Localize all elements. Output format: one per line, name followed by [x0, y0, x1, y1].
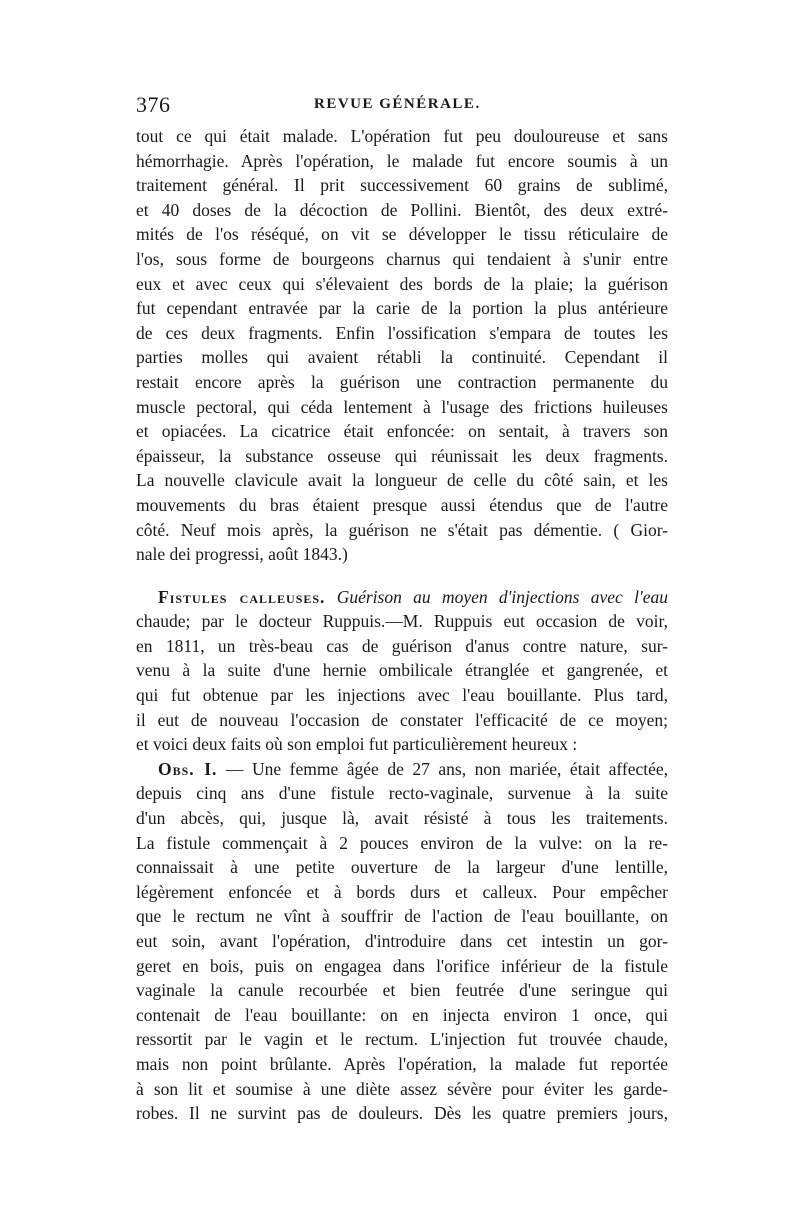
text-line: ressortit par le vagin et le rectum. L'injection fut trouvée chaude, [136, 1029, 668, 1050]
page-body [136, 124, 668, 1126]
section-gap [136, 567, 668, 585]
text-line: restait encore après la guérison une contraction permanente du [136, 371, 668, 392]
text-line: tout ce qui était malade. L'opération fut peu douloureuse et sans [136, 126, 668, 146]
text-line: l'os, sous forme de bourgeons charnus qui tendaient à s'unir entre [136, 248, 668, 269]
text-line: mais non point brûlante. Après l'opération, la malade fut reportée [136, 1053, 668, 1074]
text-line: et opiacées. La cicatrice était enfoncée: on sentait, à travers son [136, 421, 668, 442]
text-line: venu à la suite d'une hernie ombilicale étranglée et gangrenée, et [136, 660, 668, 681]
text-line: il eut de nouveau l'occasion de constater l'efficacité de ce moyen; [136, 709, 668, 730]
text-line: mouvements du bras étaient presque aussi étendus que de l'autre [136, 494, 668, 515]
page-number: 376 [136, 92, 171, 117]
text-line: et voici deux faits où son emploi fut particulièrement heureux : [136, 734, 578, 755]
text-line: en 1811, un très-beau cas de guérison d'anus contre nature, sur- [136, 635, 668, 656]
running-title: REVUE GÉNÉRALE. [314, 96, 481, 112]
text-line: et 40 doses de la décoction de Pollini. Bientôt, des deux extré- [136, 199, 668, 220]
observation-text: — Une femme âgée de 27 ans, non mariée, était affectée, [217, 758, 668, 779]
text-line: nale dei progressi, août 1843.) [136, 544, 348, 565]
text-line: parties molles qui avaient rétabli la continuité. Cependant il [136, 347, 668, 368]
text-line: traitement général. Il prit successivement 60 grains de sublimé, [136, 175, 668, 196]
paragraph-observation-1 [136, 757, 668, 1126]
paragraph-fistules-calleuses [136, 585, 668, 757]
text-line: La fistule commençait à 2 pouces environ de la vulve: on la re- [136, 832, 668, 853]
text-line: que le rectum ne vînt à souffrir de l'action de l'eau bouillante, on [136, 906, 668, 927]
text-line: fut cependant entravée par la carie de la portion la plus antérieure [136, 298, 668, 319]
heading-subtitle: Guérison au moyen d'injections avec l'eau [325, 586, 668, 607]
text-line: chaude; par le docteur Ruppuis.—M. Ruppuis eut occasion de voir, [136, 611, 668, 632]
text-line: contenait de l'eau bouillante: on en injecta environ 1 once, qui [136, 1004, 668, 1025]
text-line: légèrement enfoncée et à bords durs et calleux. Pour empêcher [136, 881, 668, 902]
text-line: hémorrhagie. Après l'opération, le malade fut encore soumis à un [136, 150, 668, 171]
text-line: depuis cinq ans d'une fistule recto-vaginale, survenue à la suite [136, 783, 668, 804]
text-line: robes. Il ne survint pas de douleurs. Dès les quatre premiers jours, [136, 1103, 668, 1124]
text-line: vaginale la canule recourbée et bien feutrée d'une seringue qui [136, 980, 668, 1001]
text-line: connaissait à une petite ouverture de la largeur d'une lentille, [136, 857, 668, 878]
paragraph-clavicle-case [136, 124, 668, 567]
text-line: qui fut obtenue par les injections avec l'eau bouillante. Plus tard, [136, 685, 668, 706]
text-line: de ces deux fragments. Enfin l'ossification s'empara de toutes les [136, 322, 668, 343]
text-line: mités de l'os réséqué, on vit se développer le tissu réticulaire de [136, 224, 668, 245]
text-line: La nouvelle clavicule avait la longueur de celle du côté sain, et les [136, 470, 668, 491]
page-header [136, 92, 668, 122]
text-line: muscle pectoral, qui céda lentement à l'usage des frictions huileuses [136, 396, 668, 417]
section-heading-line [136, 585, 668, 610]
text-line: eux et avec ceux qui s'élevaient des bords de la plaie; la guérison [136, 273, 668, 294]
text-line: épaisseur, la substance osseuse qui réunissait les deux fragments. [136, 445, 668, 466]
section-heading: Fistules calleuses. [158, 586, 326, 607]
text-line: geret en bois, puis on engagea dans l'orifice inférieur de la fistule [136, 955, 668, 976]
observation-heading-line [136, 757, 668, 782]
observation-label: Obs. I. [158, 758, 218, 779]
text-line: à son lit et soumise à une diète assez sévère pour éviter les garde- [136, 1078, 668, 1099]
text-line: eut soin, avant l'opération, d'introduire dans cet intestin un gor- [136, 931, 668, 951]
text-line: d'un abcès, qui, jusque là, avait résisté à tous les traitements. [136, 808, 668, 829]
text-line: côté. Neuf mois après, la guérison ne s'était pas démentie. ( Gior- [136, 519, 668, 540]
